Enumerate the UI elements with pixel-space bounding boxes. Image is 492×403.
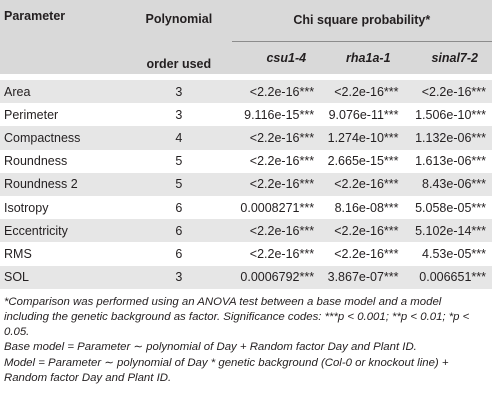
order-header-line1: Polynomial [145, 12, 213, 26]
col-header-line-1: csu1-4 [232, 41, 320, 74]
row-value-line2: <2.2e-16*** [320, 173, 404, 196]
table-row [0, 103, 492, 126]
row-parameter: Perimeter [0, 103, 126, 126]
row-parameter: RMS [0, 242, 126, 265]
row-value-line1: <2.2e-16*** [232, 80, 320, 103]
table-body [0, 74, 492, 289]
row-parameter: Eccentricity [0, 219, 126, 242]
row-value-line2: <2.2e-16*** [320, 219, 404, 242]
row-value-line2: <2.2e-16*** [320, 80, 404, 103]
row-parameter: Isotropy [0, 196, 126, 219]
row-parameter: Compactness [0, 126, 126, 149]
row-value-line1: <2.2e-16*** [232, 126, 320, 149]
footnote-model: Model = Parameter ∼ polynomial of Day * genetic background (Col-0 or knockout line) + Random factor Day and Plant ID. [4, 356, 449, 384]
col-header-polynomial-order [126, 0, 232, 74]
row-value-line1: <2.2e-16*** [232, 173, 320, 196]
col-header-line-3: sinal7-2 [405, 41, 492, 74]
row-value-line2: 9.076e-11*** [320, 103, 404, 126]
row-value-line1: <2.2e-16*** [232, 150, 320, 173]
row-order: 5 [126, 150, 232, 173]
row-order: 5 [126, 173, 232, 196]
row-value-line3: 5.058e-05*** [405, 196, 492, 219]
row-parameter: SOL [0, 266, 126, 289]
row-parameter: Roundness 2 [0, 173, 126, 196]
table-row [0, 126, 492, 149]
order-header-line2: order used [146, 57, 212, 71]
row-order: 6 [126, 196, 232, 219]
row-parameter: Area [0, 80, 126, 103]
row-order: 3 [126, 103, 232, 126]
row-value-line3: 1.613e-06*** [405, 150, 492, 173]
footnote-comparison: *Comparison was performed using an ANOVA test between a base model and a model including the genetic background as factor. Significance codes: ***p < 0.001; **p < 0.01; *p < 0.05. [4, 295, 470, 339]
row-order: 3 [126, 266, 232, 289]
row-order: 3 [126, 80, 232, 103]
table-row [0, 150, 492, 173]
row-value-line1: <2.2e-16*** [232, 242, 320, 265]
table-row [0, 266, 492, 289]
row-value-line3: 4.53e-05*** [405, 242, 492, 265]
row-value-line1: 0.0008271*** [232, 196, 320, 219]
col-header-parameter: Parameter [0, 0, 126, 74]
row-value-line2: <2.2e-16*** [320, 242, 404, 265]
row-value-line3: 1.506e-10*** [405, 103, 492, 126]
header-row-1 [0, 0, 492, 41]
row-order: 4 [126, 126, 232, 149]
table-row [0, 219, 492, 242]
row-order: 6 [126, 242, 232, 265]
row-value-line2: 1.274e-10*** [320, 126, 404, 149]
table-row [0, 196, 492, 219]
col-header-line-2: rha1a-1 [320, 41, 404, 74]
row-order: 6 [126, 219, 232, 242]
row-value-line3: <2.2e-16*** [405, 80, 492, 103]
row-value-line2: 3.867e-07*** [320, 266, 404, 289]
col-header-chi-square: Chi square probability* [232, 0, 492, 41]
row-value-line3: 8.43e-06*** [405, 173, 492, 196]
row-value-line1: 9.116e-15*** [232, 103, 320, 126]
row-value-line3: 0.006651*** [405, 266, 492, 289]
row-value-line2: 8.16e-08*** [320, 196, 404, 219]
row-value-line3: 1.132e-06*** [405, 126, 492, 149]
row-parameter: Roundness [0, 150, 126, 173]
table-row [0, 173, 492, 196]
table-footnotes [0, 289, 492, 386]
row-value-line3: 5.102e-14*** [405, 219, 492, 242]
row-value-line2: 2.665e-15*** [320, 150, 404, 173]
table-row [0, 80, 492, 103]
row-value-line1: 0.0006792*** [232, 266, 320, 289]
row-value-line1: <2.2e-16*** [232, 219, 320, 242]
table-row [0, 242, 492, 265]
footnote-base-model: Base model = Parameter ∼ polynomial of Day + Random factor Day and Plant ID. [4, 341, 417, 354]
